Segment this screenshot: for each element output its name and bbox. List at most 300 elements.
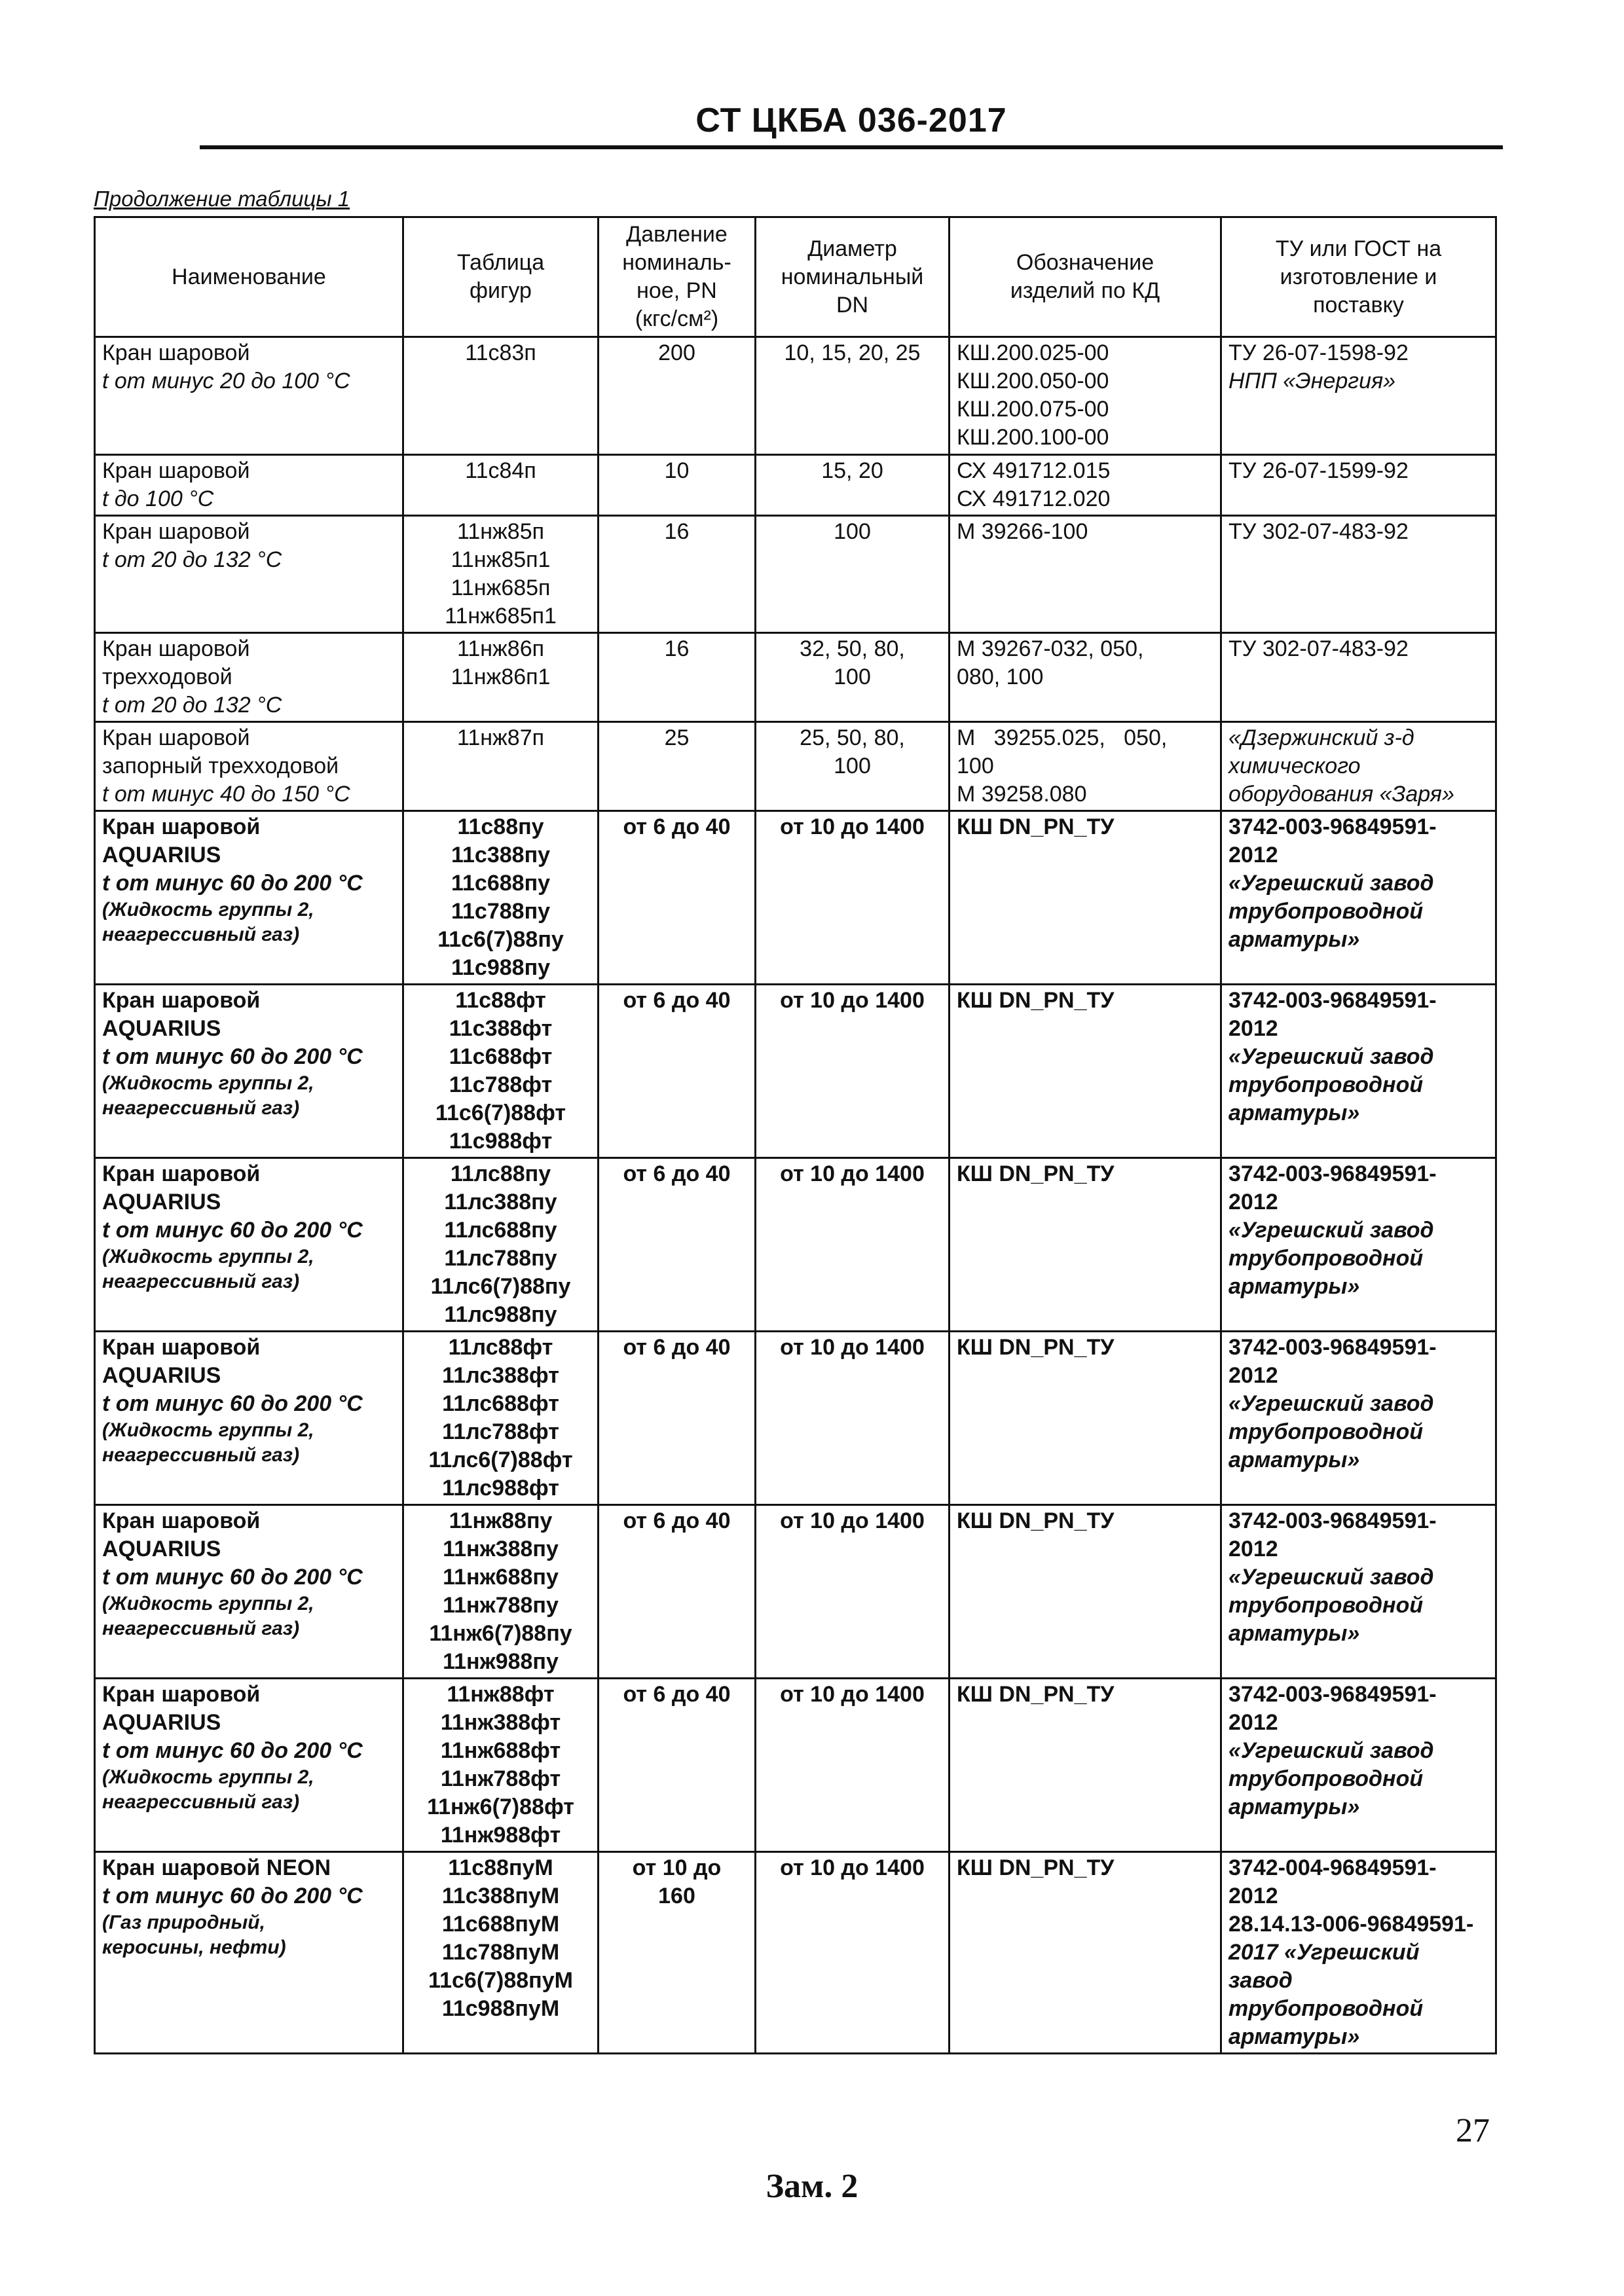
cell-line: трубопроводной [1228, 1419, 1424, 1444]
cell-line: (Жидкость группы 2, [102, 1419, 314, 1441]
cell-line: 11нж87п [456, 725, 545, 750]
cell-designation [950, 1158, 1221, 1332]
cell-line: 11лс788пу [444, 1246, 557, 1271]
cell-line: 11лс688пу [444, 1218, 557, 1243]
cell-line: от 10 до 1400 [780, 1508, 925, 1533]
cell-line: арматуры» [1228, 927, 1360, 952]
cell-line: 100 [957, 754, 994, 778]
cell-line: 16 [664, 636, 690, 661]
table-row [95, 722, 1496, 811]
cell-figures [403, 1679, 599, 1852]
cell-line: 2012 [1228, 1537, 1278, 1561]
cell-designation [950, 811, 1221, 985]
cell-line: AQUARIUS [102, 1190, 221, 1214]
cell-line: 15, 20 [821, 458, 883, 483]
cell-designation [950, 337, 1221, 455]
cell-line: неагрессивный газ) [102, 924, 300, 945]
cell-designation [950, 1505, 1221, 1679]
cell-line: КШ DN_PN_ТУ [957, 1682, 1115, 1707]
cell-line: 11нж685п [451, 575, 551, 600]
table-row [95, 633, 1496, 722]
cell-designation [950, 633, 1221, 722]
cell-line: ТУ 302-07-483-92 [1228, 636, 1409, 661]
cell-name [95, 985, 403, 1158]
cell-line: ТУ 26-07-1599-92 [1228, 458, 1409, 483]
cell-name [95, 1332, 403, 1505]
column-header-line: изготовление и [1280, 264, 1437, 289]
cell-line: 11нж788фт [440, 1766, 561, 1791]
table-row [95, 811, 1496, 985]
cell-line: 11лс388пу [444, 1190, 557, 1214]
cell-line: от 10 до 1400 [780, 1335, 925, 1360]
cell-line: 11нж388пу [443, 1537, 559, 1561]
cell-line: неагрессивный газ) [102, 1444, 300, 1466]
cell-line: t от минус 60 до 200 °C [102, 1044, 363, 1069]
column-header-line: Обозначение [1016, 250, 1154, 275]
cell-spec [1221, 455, 1496, 516]
cell-line: Кран шаровой [102, 458, 250, 483]
cell-spec [1221, 337, 1496, 455]
column-header-name [95, 217, 403, 337]
cell-line: 2012 [1228, 1363, 1278, 1388]
cell-line: керосины, нефти) [102, 1937, 286, 1958]
cell-pressure [599, 985, 756, 1158]
cell-line: Кран шаровой [102, 1335, 261, 1360]
cell-line: «Угрешский завод [1228, 1565, 1434, 1590]
cell-line: трубопроводной [1228, 1593, 1424, 1618]
cell-line: t до 100 °C [102, 486, 214, 511]
change-note: Зам. 2 [766, 2168, 858, 2205]
cell-line: (Жидкость группы 2, [102, 1246, 314, 1267]
cell-line: трубопроводной [1228, 899, 1424, 924]
cell-line: 11лс88фт [448, 1335, 553, 1360]
cell-line: 11нж685п1 [445, 604, 557, 629]
cell-line: 11с388пуМ [441, 1884, 560, 1908]
table-row [95, 516, 1496, 633]
cell-line: 100 [834, 665, 871, 689]
cell-pressure [599, 1679, 756, 1852]
cell-line: трехходовой [102, 665, 232, 689]
cell-line: 2017 «Угрешский [1228, 1940, 1420, 1965]
document-title: СТ ЦКБА 036-2017 [695, 101, 1007, 139]
cell-line: t от 20 до 132 °C [102, 693, 282, 718]
cell-line: 10 [664, 458, 690, 483]
cell-line: 11с6(7)88пуМ [428, 1968, 573, 1993]
cell-line: 11с6(7)88фт [435, 1101, 566, 1125]
cell-line: КШ DN_PN_ТУ [957, 1855, 1115, 1880]
page-number: 27 [1456, 2112, 1490, 2149]
cell-pressure [599, 516, 756, 633]
cell-line: 11нж988пу [443, 1649, 559, 1674]
cell-line: 11с988пу [451, 955, 551, 980]
cell-line: завод [1228, 1968, 1293, 1993]
cell-pressure [599, 633, 756, 722]
column-header-pressure [599, 217, 756, 337]
cell-line: t от минус 60 до 200 °C [102, 871, 363, 896]
cell-designation [950, 455, 1221, 516]
cell-figures [403, 1852, 599, 2054]
cell-line: арматуры» [1228, 2024, 1360, 2049]
cell-name [95, 516, 403, 633]
table-caption: Продолжение таблицы 1 [94, 187, 350, 211]
cell-line: 3742-003-96849591- [1228, 1508, 1437, 1533]
cell-line: AQUARIUS [102, 1710, 221, 1735]
cell-line: неагрессивный газ) [102, 1271, 300, 1292]
cell-designation [950, 1852, 1221, 2054]
cell-figures [403, 1332, 599, 1505]
cell-figures [403, 516, 599, 633]
cell-line: запорный трехходовой [102, 754, 339, 778]
cell-diameter [756, 722, 950, 811]
cell-line: t от минус 60 до 200 °C [102, 1884, 363, 1908]
cell-line: 25, 50, 80, [800, 725, 905, 750]
cell-line: 11лс6(7)88пу [430, 1274, 571, 1299]
cell-line: t от 20 до 132 °C [102, 547, 282, 572]
cell-line: AQUARIUS [102, 1016, 221, 1041]
cell-line: от 6 до 40 [623, 814, 731, 839]
cell-diameter [756, 1332, 950, 1505]
cell-line: 11лс988пу [444, 1302, 557, 1327]
cell-name [95, 722, 403, 811]
cell-line: 100 [834, 519, 871, 544]
column-header-spec [1221, 217, 1496, 337]
cell-line: от 10 до [632, 1855, 722, 1880]
cell-line: от 6 до 40 [623, 988, 731, 1013]
table-row [95, 1852, 1496, 2054]
cell-line: от 6 до 40 [623, 1682, 731, 1707]
cell-line: химического [1228, 754, 1361, 778]
column-header-line: номиналь- [622, 250, 731, 275]
cell-designation [950, 1332, 1221, 1505]
table-row [95, 1332, 1496, 1505]
cell-pressure [599, 1332, 756, 1505]
cell-line: t от минус 60 до 200 °C [102, 1565, 363, 1590]
cell-line: 11нж86п [456, 636, 545, 661]
cell-line: (Жидкость группы 2, [102, 1593, 314, 1614]
column-header-line: номинальный [781, 264, 924, 289]
cell-figures [403, 722, 599, 811]
cell-line: AQUARIUS [102, 1363, 221, 1388]
cell-line: М 39267-032, 050, [957, 636, 1144, 661]
cell-line: 11с6(7)88пу [437, 927, 564, 952]
cell-line: 11с88фт [455, 988, 546, 1013]
column-header-line: ное, PN [637, 278, 717, 303]
cell-line: 11нж988фт [440, 1823, 561, 1848]
cell-figures [403, 633, 599, 722]
cell-figures [403, 337, 599, 455]
cell-spec [1221, 1158, 1496, 1332]
column-header-line: Диаметр [807, 236, 897, 261]
cell-line: 11лс788фт [442, 1419, 559, 1444]
cell-line: 11с388пу [451, 843, 551, 867]
cell-pressure [599, 722, 756, 811]
cell-line: 3742-003-96849591- [1228, 988, 1437, 1013]
cell-line: AQUARIUS [102, 843, 221, 867]
cell-pressure [599, 455, 756, 516]
cell-name [95, 633, 403, 722]
cell-line: 11лс688фт [442, 1391, 559, 1416]
cell-spec [1221, 722, 1496, 811]
cell-line: КШ.200.100-00 [957, 425, 1109, 450]
column-header-line: поставку [1313, 292, 1404, 318]
cell-line: от 6 до 40 [623, 1161, 731, 1186]
cell-line: 32, 50, 80, [800, 636, 905, 661]
cell-diameter [756, 1679, 950, 1852]
cell-line: 11нж88пу [449, 1508, 553, 1533]
cell-line: t от минус 60 до 200 °C [102, 1738, 363, 1763]
cell-line: 11с88пу [457, 814, 544, 839]
cell-designation [950, 516, 1221, 633]
cell-spec [1221, 1505, 1496, 1679]
cell-name [95, 1679, 403, 1852]
cell-line: t от минус 60 до 200 °C [102, 1391, 363, 1416]
column-header-line: DN [836, 292, 869, 318]
cell-line: от 10 до 1400 [780, 1855, 925, 1880]
column-header-figures [403, 217, 599, 337]
cell-line: 3742-003-96849591- [1228, 1682, 1437, 1707]
cell-line: от 6 до 40 [623, 1508, 731, 1533]
cell-line: (Жидкость группы 2, [102, 899, 314, 920]
cell-diameter [756, 337, 950, 455]
cell-pressure [599, 811, 756, 985]
cell-line: 11нж6(7)88фт [427, 1795, 574, 1819]
table-row [95, 1158, 1496, 1332]
cell-designation [950, 1679, 1221, 1852]
cell-line: 11с83п [465, 340, 536, 365]
cell-line: 11нж788пу [443, 1593, 559, 1618]
cell-line: неагрессивный газ) [102, 1618, 300, 1639]
cell-spec [1221, 1332, 1496, 1505]
cell-line: 11лс88пу [450, 1161, 551, 1186]
cell-name [95, 455, 403, 516]
cell-line: от 10 до 1400 [780, 1161, 925, 1186]
cell-pressure [599, 337, 756, 455]
cell-line: 11нж388фт [440, 1710, 561, 1735]
cell-line: 11лс988фт [442, 1476, 559, 1501]
cell-diameter [756, 811, 950, 985]
cell-line: t от минус 60 до 200 °C [102, 1218, 363, 1243]
cell-line: 3742-004-96849591- [1228, 1855, 1437, 1880]
cell-line: 11с788пу [451, 899, 551, 924]
cell-line: от 10 до 1400 [780, 1682, 925, 1707]
cell-line: «Угрешский завод [1228, 1044, 1434, 1069]
cell-line: 11нж85п [456, 519, 545, 544]
cell-line: КШ DN_PN_ТУ [957, 1508, 1115, 1533]
cell-line: от 6 до 40 [623, 1335, 731, 1360]
cell-line: 11нж86п1 [451, 665, 551, 689]
cell-name [95, 1505, 403, 1679]
cell-line: 11с88пуМ [448, 1855, 553, 1880]
cell-name [95, 337, 403, 455]
cell-figures [403, 985, 599, 1158]
cell-line: «Угрешский завод [1228, 1391, 1434, 1416]
cell-line: арматуры» [1228, 1448, 1360, 1472]
cell-line: «Угрешский завод [1228, 1738, 1434, 1763]
cell-designation [950, 985, 1221, 1158]
cell-line: НПП «Энергия» [1228, 369, 1396, 393]
cell-line: 080, 100 [957, 665, 1044, 689]
cell-line: 160 [658, 1884, 695, 1908]
cell-line: арматуры» [1228, 1621, 1360, 1646]
cell-line: 11с988фт [449, 1129, 553, 1154]
cell-line: (Газ природный, [102, 1912, 265, 1933]
cell-line: t от минус 20 до 100 °C [102, 369, 350, 393]
column-header-line: фигур [470, 278, 532, 303]
cell-line: неагрессивный газ) [102, 1097, 300, 1119]
cell-line: ТУ 26-07-1598-92 [1228, 340, 1409, 365]
table-row [95, 1505, 1496, 1679]
cell-line: 28.14.13-006-96849591- [1228, 1912, 1474, 1937]
column-header-line: Наименование [172, 264, 326, 289]
cell-line: 11с988пуМ [441, 1996, 560, 2021]
cell-line: 11с788фт [449, 1072, 553, 1097]
cell-spec [1221, 1852, 1496, 2054]
cell-line: 16 [664, 519, 690, 544]
cell-line: 3742-003-96849591- [1228, 814, 1437, 839]
column-header-designation [950, 217, 1221, 337]
cell-spec [1221, 633, 1496, 722]
cell-diameter [756, 633, 950, 722]
cell-line: 11нж6(7)88пу [429, 1621, 572, 1646]
cell-spec [1221, 516, 1496, 633]
cell-pressure [599, 1852, 756, 2054]
cell-line: КШ DN_PN_ТУ [957, 1335, 1115, 1360]
cell-line: (Жидкость группы 2, [102, 1766, 314, 1788]
cell-line: 2012 [1228, 1016, 1278, 1041]
cell-line: Кран шаровой [102, 1508, 261, 1533]
cell-spec [1221, 811, 1496, 985]
cell-pressure [599, 1158, 756, 1332]
table-body [95, 337, 1496, 2054]
cell-line: (Жидкость группы 2, [102, 1072, 314, 1094]
cell-line: СХ 491712.015 [957, 458, 1111, 483]
cell-name [95, 1158, 403, 1332]
cell-line: М 39255.025, 050, [957, 725, 1168, 750]
cell-line: неагрессивный газ) [102, 1791, 300, 1813]
column-header-line: (кгс/см²) [635, 306, 719, 331]
cell-line: арматуры» [1228, 1101, 1360, 1125]
cell-line: 2012 [1228, 1884, 1278, 1908]
cell-line: КШ.200.075-00 [957, 397, 1109, 422]
cell-line: трубопроводной [1228, 1246, 1424, 1271]
table-row [95, 337, 1496, 455]
cell-line: СХ 491712.020 [957, 486, 1111, 511]
cell-line: Кран шаровой [102, 1161, 261, 1186]
cell-line: 2012 [1228, 843, 1278, 867]
cell-line: 2012 [1228, 1190, 1278, 1214]
cell-line: оборудования «Заря» [1228, 782, 1454, 807]
cell-line: «Угрешский завод [1228, 1218, 1434, 1243]
cell-line: арматуры» [1228, 1795, 1360, 1819]
cell-line: AQUARIUS [102, 1537, 221, 1561]
cell-line: 100 [834, 754, 871, 778]
cell-diameter [756, 985, 950, 1158]
cell-line: Кран шаровой NEON [102, 1855, 331, 1880]
cell-diameter [756, 455, 950, 516]
document-header [200, 98, 1503, 149]
cell-line: 11с388фт [449, 1016, 553, 1041]
cell-line: трубопроводной [1228, 1766, 1424, 1791]
cell-name [95, 811, 403, 985]
cell-line: 11нж88фт [447, 1682, 555, 1707]
cell-line: 11с688пуМ [441, 1912, 560, 1937]
cell-line: трубопроводной [1228, 1996, 1424, 2021]
cell-line: 11с788пуМ [441, 1940, 560, 1965]
cell-line: 11нж688пу [443, 1565, 559, 1590]
column-header-line: Таблица [456, 250, 545, 275]
cell-designation [950, 722, 1221, 811]
cell-diameter [756, 1505, 950, 1679]
cell-spec [1221, 1679, 1496, 1852]
cell-line: 2012 [1228, 1710, 1278, 1735]
table-row [95, 1679, 1496, 1852]
column-header-line: изделий по КД [1010, 278, 1160, 303]
cell-line: КШ DN_PN_ТУ [957, 1161, 1115, 1186]
cell-line: Кран шаровой [102, 814, 261, 839]
cell-line: 11с84п [465, 458, 536, 483]
cell-line: трубопроводной [1228, 1072, 1424, 1097]
cell-line: Кран шаровой [102, 519, 250, 544]
cell-line: КШ.200.025-00 [957, 340, 1109, 365]
table-header-row [95, 217, 1496, 337]
cell-line: Кран шаровой [102, 636, 250, 661]
specification-table [94, 216, 1497, 2054]
cell-line: 11с688фт [449, 1044, 553, 1069]
cell-line: 11лс388фт [442, 1363, 559, 1388]
column-header-line: Давление [626, 222, 728, 247]
cell-line: «Дзержинский з-д [1228, 725, 1414, 750]
cell-line: ТУ 302-07-483-92 [1228, 519, 1409, 544]
cell-line: КШ DN_PN_ТУ [957, 988, 1115, 1013]
cell-line: 11нж85п1 [451, 547, 551, 572]
cell-line: 3742-003-96849591- [1228, 1161, 1437, 1186]
cell-line: арматуры» [1228, 1274, 1360, 1299]
cell-line: «Угрешский завод [1228, 871, 1434, 896]
cell-line: 10, 15, 20, 25 [784, 340, 921, 365]
cell-line: 11нж688фт [440, 1738, 561, 1763]
cell-line: Кран шаровой [102, 725, 250, 750]
column-header-diameter [756, 217, 950, 337]
table-row [95, 455, 1496, 516]
cell-line: КШ DN_PN_ТУ [957, 814, 1115, 839]
cell-line: 11лс6(7)88фт [428, 1448, 573, 1472]
cell-line: Кран шаровой [102, 1682, 261, 1707]
column-header-line: ТУ или ГОСТ на [1275, 236, 1442, 261]
cell-line: М 39258.080 [957, 782, 1087, 807]
cell-line: 25 [664, 725, 690, 750]
cell-figures [403, 455, 599, 516]
cell-diameter [756, 516, 950, 633]
cell-figures [403, 811, 599, 985]
cell-figures [403, 1505, 599, 1679]
cell-line: 3742-003-96849591- [1228, 1335, 1437, 1360]
cell-line: t от минус 40 до 150 °C [102, 782, 350, 807]
cell-line: 11с688пу [451, 871, 551, 896]
cell-pressure [599, 1505, 756, 1679]
cell-diameter [756, 1852, 950, 2054]
cell-figures [403, 1158, 599, 1332]
cell-line: КШ.200.050-00 [957, 369, 1109, 393]
cell-name [95, 1852, 403, 2054]
cell-line: Кран шаровой [102, 988, 261, 1013]
cell-line: 200 [658, 340, 695, 365]
cell-line: от 10 до 1400 [780, 814, 925, 839]
table-row [95, 985, 1496, 1158]
cell-diameter [756, 1158, 950, 1332]
cell-line: М 39266-100 [957, 519, 1088, 544]
cell-line: Кран шаровой [102, 340, 250, 365]
cell-spec [1221, 985, 1496, 1158]
